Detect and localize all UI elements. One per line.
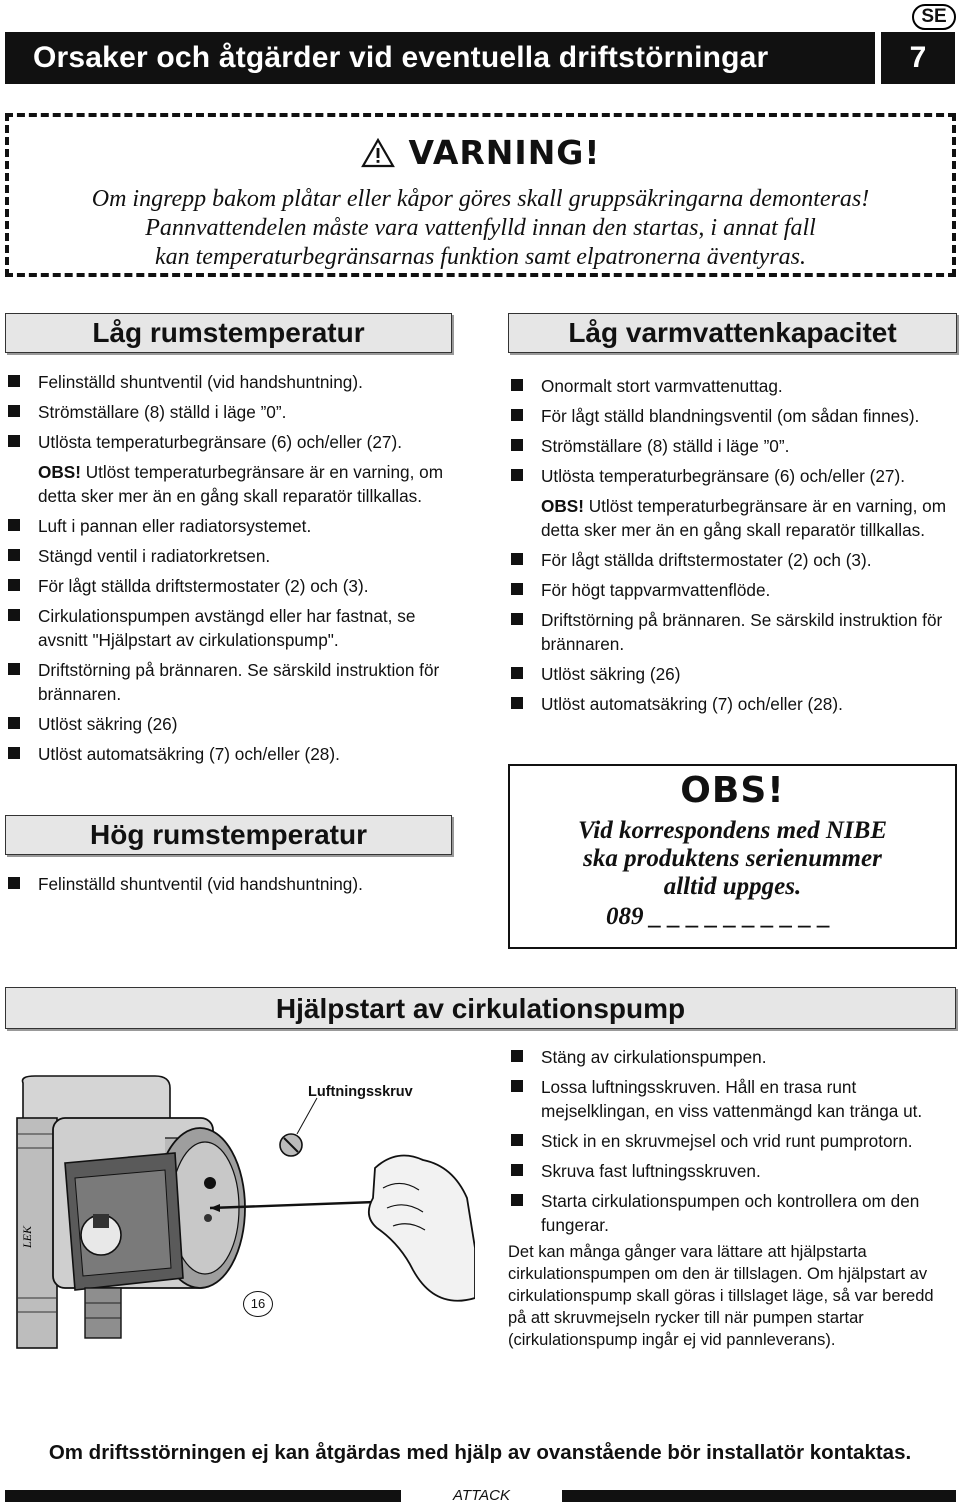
warning-line: Pannvattendelen måste vara vattenfylld innan den startas, i annat fall bbox=[145, 215, 816, 241]
warning-line: kan temperaturbegränsarnas funktion samt elpatronerna äventyras. bbox=[154, 244, 807, 270]
list-item: Strömställare (8) ställd i läge ”0”. bbox=[509, 434, 957, 458]
list-item: Luft i pannan eller radiatorsystemet. bbox=[6, 514, 456, 538]
list-item: Driftstörning på brännaren. Se särskild instruktion för brännaren. bbox=[6, 658, 456, 706]
section-title-low-room-temp: Låg rumstemperatur bbox=[5, 313, 452, 353]
list-item: Utlösta temperaturbegränsare (6) och/eller (27). bbox=[6, 430, 456, 454]
list-item: Utlöst automatsäkring (7) och/eller (28). bbox=[509, 692, 957, 716]
footer-rule bbox=[562, 1490, 956, 1502]
list-item: För högt tappvarmvattenflöde. bbox=[509, 578, 957, 602]
obs-heading: OBS! bbox=[680, 770, 785, 811]
figure-number: 16 bbox=[243, 1291, 273, 1317]
footer-rule bbox=[5, 1490, 401, 1502]
section-title-pump-help: Hjälpstart av cirkulationspump bbox=[5, 987, 956, 1029]
list-item: Cirkulationspumpen avstängd eller har fastnat, se avsnitt "Hjälpstart av cirkulationspump". bbox=[6, 604, 456, 652]
obs-line: alltid uppges. bbox=[663, 873, 802, 900]
obs-text bbox=[510, 817, 955, 901]
warning-line: Om ingrepp bakom plåtar eller kåpor göres skall gruppsäkringarna demonteras! bbox=[91, 186, 870, 212]
list-item: Starta cirkulationspumpen och kontrollera om den fungerar. bbox=[509, 1189, 957, 1237]
list-item: Driftstörning på brännaren. Se särskild instruktion för brännaren. bbox=[509, 608, 957, 656]
section-title-high-room-temp: Hög rumstemperatur bbox=[5, 815, 452, 855]
obs-line: Vid korrespondens med NIBE bbox=[577, 817, 888, 844]
list-item: Utlöst automatsäkring (7) och/eller (28). bbox=[6, 742, 456, 766]
list-item: För lågt ställda driftstermostater (2) och (3). bbox=[509, 548, 957, 572]
list-item: Felinställd shuntventil (vid handshuntning). bbox=[6, 872, 456, 896]
list-item: Utlöst säkring (26) bbox=[509, 662, 957, 686]
list-item: Stängd ventil i radiatorkretsen. bbox=[6, 544, 456, 568]
page-title: Orsaker och åtgärder vid eventuella driftstörningar bbox=[5, 32, 875, 84]
note-text: Utlöst temperaturbegränsare är en varning, om detta sker mer än en gång skall reparatör tillkallas. bbox=[541, 496, 947, 540]
warning-heading-text: VARNING! bbox=[408, 133, 601, 172]
note-label: OBS! bbox=[541, 496, 584, 516]
list-item: Utlöst säkring (26) bbox=[6, 712, 456, 736]
footer-brand: ATTACK bbox=[453, 1487, 510, 1503]
list-item: Stäng av cirkulationspumpen. bbox=[509, 1045, 957, 1069]
list-item: Stick in en skruvmejsel och vrid runt pumprotorn. bbox=[509, 1129, 957, 1153]
list-item: Onormalt stort varmvattenuttag. bbox=[509, 374, 957, 398]
note-label: OBS! bbox=[38, 462, 81, 482]
low-hot-water-list bbox=[509, 374, 957, 722]
note-item bbox=[509, 494, 957, 542]
pump-help-paragraph: Det kan många gånger vara lättare att hjälpstarta cirkulationspumpen om den är tillslagen. Om hjälpstart av cirkulationspump skall göras i tillslaget läge, så var beredd på att skruvmejseln rycker till när pumpen startar (cirkulationspump ingår ej vid pannleverans). bbox=[508, 1243, 934, 1349]
figure-label: Luftningsskruv bbox=[308, 1084, 413, 1100]
warning-heading bbox=[9, 133, 952, 172]
pump-help-steps bbox=[509, 1045, 957, 1243]
warning-text bbox=[19, 185, 942, 272]
list-item: Strömställare (8) ställd i läge ”0”. bbox=[6, 400, 456, 424]
list-item: För lågt ställd blandningsventil (om sådan finnes). bbox=[509, 404, 957, 428]
list-item: Lossa luftningsskruven. Håll en trasa runt mejselklingan, en viss vattenmängd kan tränga ut. bbox=[509, 1075, 957, 1123]
note-item bbox=[6, 460, 456, 508]
language-badge: SE bbox=[912, 4, 956, 30]
footer-note: Om driftsstörningen ej kan åtgärdas med hjälp av ovanstående bör installatör kontaktas. bbox=[48, 1441, 912, 1464]
list-item: Felinställd shuntventil (vid handshuntning). bbox=[6, 370, 456, 394]
list-item: Utlösta temperaturbegränsare (6) och/eller (27). bbox=[509, 464, 957, 488]
page-number: 7 bbox=[881, 32, 955, 84]
low-room-temp-list bbox=[6, 370, 456, 772]
high-room-temp-list bbox=[6, 872, 456, 902]
obs-box bbox=[508, 764, 957, 949]
serial-number-field: 089 _ _ _ _ _ _ _ _ _ _ bbox=[606, 903, 831, 930]
warning-triangle-icon bbox=[361, 138, 395, 168]
warning-box bbox=[5, 113, 956, 277]
note-text: Utlöst temperaturbegränsare är en varning, om detta sker mer än en gång skall reparatör tillkallas. bbox=[38, 462, 444, 506]
list-item: Skruva fast luftningsskruven. bbox=[509, 1159, 957, 1183]
list-item: För lågt ställda driftstermostater (2) och (3). bbox=[6, 574, 456, 598]
brand-mark: LEK bbox=[20, 1225, 34, 1248]
section-title-low-hot-water: Låg varmvattenkapacitet bbox=[508, 313, 957, 353]
obs-line: ska produktens serienummer bbox=[583, 845, 882, 872]
